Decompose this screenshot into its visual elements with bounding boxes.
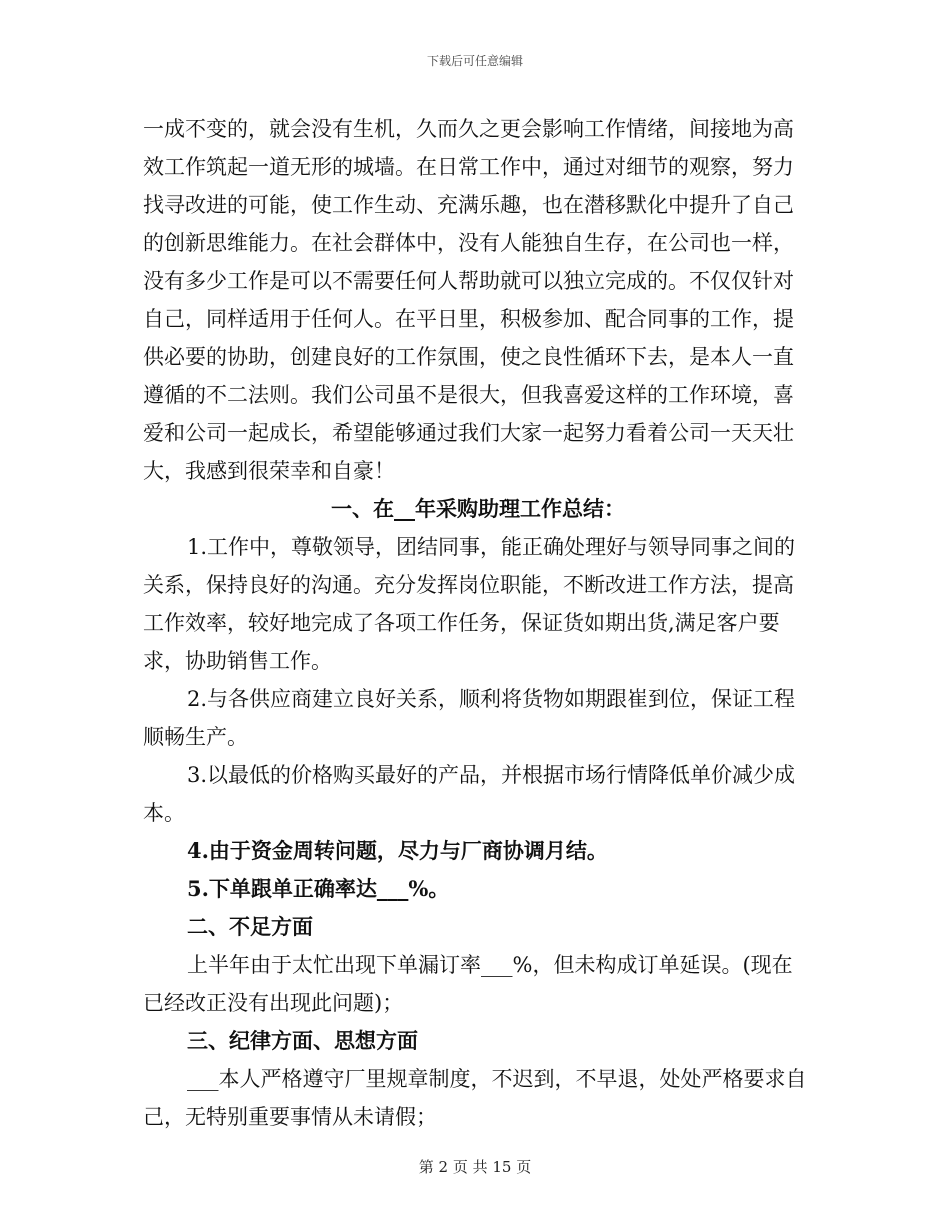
- list-item-2: 2.与各供应商建立良好关系，顺利将货物如期跟崔到位，保证工程顺畅生产。: [143, 687, 796, 749]
- paragraph: 上半年由于太忙出现下单漏订率___%，但未构成订单延误。(现在已经改正没有出现此问题)；: [143, 953, 793, 1015]
- section-heading-2: 二、不足方面: [187, 914, 313, 939]
- paragraph: ___本人严格遵守厂里规章制度，不迟到，不早退，处处严格要求自己，无特别重要事情从未请假；: [143, 1067, 807, 1129]
- paragraph: 一成不变的，就会没有生机，久而久之更会影响工作情绪，间接地为高效工作筑起一道无形的城墙。在日常工作中，通过对细节的观察，努力找寻改进的可能，使工作生动、充满乐趣，也在潜移默化中提升了自己的创新思维能力。在社会群体中，没有人能独自生存，在公司也一样，没有多少工作是可以不需要任何人帮助就可以独立完成的。不仅仅针对自己，同样适用于任何人。在平日里，积极参加、配合同事的工作，提供必要的协助，创建良好的工作氛围，使之良性循环下去，是本人一直遵循的不二法则。我们公司虽不是很大，但我喜爱这样的工作环境，喜爱和公司一起成长，希望能够通过我们大家一起努力看着公司一天天壮大，我感到很荣幸和自豪！: [143, 117, 794, 483]
- list-item-1: 1.工作中，尊敬领导，团结同事，能正确处理好与领导同事之间的关系，保持良好的沟通。充分发挥岗位职能，不断改进工作方法，提高工作效率，较好地完成了各项工作任务，保证货如期出货,满足客户要求，协助销售工作。: [143, 535, 796, 673]
- list-item-3: 3.以最低的价格购买最好的产品，并根据市场行情降低单价减少成本。: [143, 763, 796, 825]
- page-footer: 第 2 页 共 15 页: [418, 1158, 532, 1176]
- document-body: [143, 110, 813, 1136]
- list-item-5: 5.下单跟单正确率达___%。: [187, 876, 450, 901]
- list-item-4: 4.由于资金周转问题，尽力与厂商协调月结。: [187, 838, 608, 863]
- page-header: 下载后可任意编辑: [426, 54, 523, 68]
- section-heading-1: 一、在__年采购助理工作总结：: [331, 496, 625, 521]
- section-heading-3: 三、纪律方面、思想方面: [187, 1028, 418, 1053]
